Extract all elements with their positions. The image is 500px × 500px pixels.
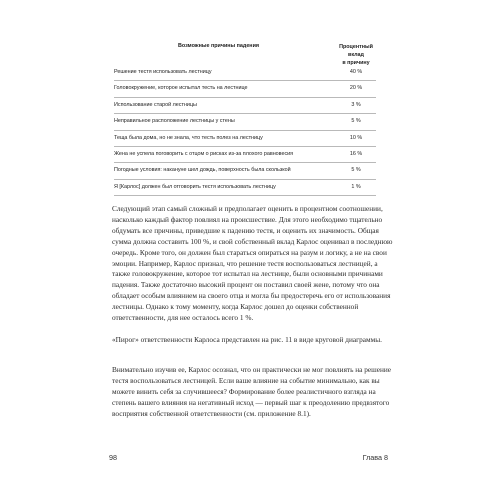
header-percent-line1: Процентный вклад bbox=[339, 44, 373, 58]
header-percent bbox=[336, 43, 376, 67]
cause-cell: Головокружение, которое испытал тесть на лестнице bbox=[114, 85, 248, 92]
paragraph-pie-reference: «Пирог» ответственности Карлоса представлен на рис. 11 в виде круговой диаграммы. bbox=[112, 335, 382, 344]
percent-cell: 40 % bbox=[349, 69, 363, 75]
chapter-label: Глава 8 bbox=[362, 453, 388, 462]
table-row bbox=[114, 65, 376, 81]
cause-cell: Погодные условия: накануне шел дождь, поверхность была скользкой bbox=[114, 167, 291, 174]
page-number: 98 bbox=[109, 453, 117, 462]
table-row bbox=[114, 98, 376, 114]
header-causes: Возможные причины падения bbox=[178, 43, 260, 49]
paragraph-estimation: Следующий этап самый сложный и предполагает оценить в процентном соотношении, насколько каждый фактор повлиял на происшествие. Для этого необходимо тщательно обдумать все причины, приведшие к падению тестя, и оценить их значимость. Общая сумма должна составить 100 %, и свой собственный вклад Карлос оценивал в последнюю очередь. Кроме того, он должен был стараться опираться на разум и логику, а не на свои эмоции. Например, Карлос признал, что решение тестя воспользоваться лестницей, а также головокружение, которое тот испытал на лестнице, были основными причинами падения. Также достаточно высокий процент он поставил своей жене, потому что она обладает особым влиянием на своего отца и могла бы предостеречь его от использования лестницы. Однако к тому моменту, когда Карлос дошел до оценки собственной ответственности, для нее осталось всего 1 %. bbox=[112, 204, 393, 323]
cause-cell: Теща была дома, но не знала, что тесть полез на лестницу bbox=[114, 134, 263, 141]
percent-cell: 20 % bbox=[349, 85, 363, 92]
table-row bbox=[114, 163, 376, 179]
cause-cell: Решение тестя использовать лестницу bbox=[114, 69, 212, 75]
table-row bbox=[114, 81, 376, 97]
table-row bbox=[114, 131, 376, 147]
percent-cell: 1 % bbox=[351, 183, 361, 190]
table-header bbox=[114, 43, 376, 65]
percent-cell: 5 % bbox=[351, 118, 361, 125]
cause-cell: Жена не успела поговорить с отцом о рисках из-за плохого равновесия bbox=[114, 150, 294, 157]
percent-cell: 16 % bbox=[349, 150, 363, 157]
cause-cell: Я [Карлос] должен был отговорить тестя использовать лестницу bbox=[114, 183, 276, 190]
table-row bbox=[114, 147, 376, 163]
percent-cell: 5 % bbox=[351, 167, 361, 174]
paragraph-insight: Внимательно изучив ее, Карлос осознал, что он практически не мог повлиять на решение тестя воспользоваться лестницей. Если ваше влияние на событие минимально, как вы можете винить себя за случившееся? Формирование более реалистичного взгляда на степень вашего влияния на негативный исход — первый шаг к преодолению предвзятого восприятия собственной ответственности (см. приложение 8.1). bbox=[112, 365, 392, 418]
header-percent-line2: в причину bbox=[342, 60, 370, 66]
causes-table bbox=[114, 43, 376, 196]
table-row bbox=[114, 114, 376, 130]
cause-cell: Использование старой лестницы bbox=[114, 101, 197, 108]
table-row bbox=[114, 180, 376, 196]
percent-cell: 3 % bbox=[351, 101, 361, 108]
cause-cell: Неправильное расположение лестницы у стены bbox=[114, 118, 235, 125]
percent-cell: 10 % bbox=[349, 134, 363, 141]
